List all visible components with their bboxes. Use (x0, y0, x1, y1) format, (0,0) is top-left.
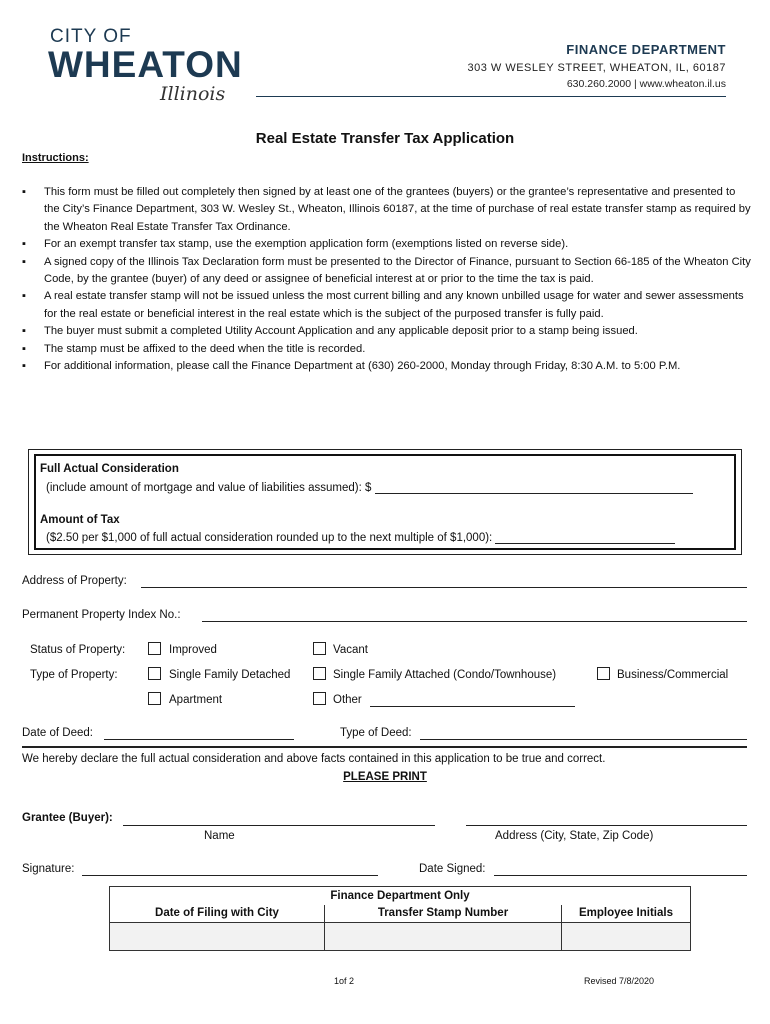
type-sfd-label: Single Family Detached (169, 669, 291, 681)
header-rule (256, 96, 726, 97)
grantee-name-caption: Name (204, 830, 235, 842)
col-date-filing: Date of Filing with City (110, 905, 325, 923)
tax-label: ($2.50 per $1,000 of full actual consideration rounded up to the next multiple of $1,000): (46, 532, 493, 544)
date-signed-label: Date Signed: (419, 863, 486, 875)
instruction-item: ▪ The buyer must submit a completed Utility Account Application and any applicable deposit prior to a stamp being issued. (22, 323, 752, 340)
signature-field[interactable] (82, 875, 378, 876)
status-improved-label: Improved (169, 644, 217, 656)
instruction-item: ▪ For an exempt transfer tax stamp, use the exemption application form (exemptions listed on reverse side). (22, 236, 752, 253)
declaration-text: We hereby declare the full actual consideration and above facts contained in this application to be true and correct. (22, 753, 606, 765)
type-sfa-checkbox[interactable] (313, 667, 326, 680)
tax-amount-field[interactable] (495, 531, 675, 544)
logo-city-of: CITY OF (50, 26, 132, 47)
address-field[interactable] (141, 587, 747, 588)
consideration-heading: Full Actual Consideration (40, 463, 179, 475)
grantee-address-field[interactable] (466, 825, 747, 826)
status-vacant-checkbox[interactable] (313, 642, 326, 655)
col-employee-initials: Employee Initials (562, 905, 691, 923)
form-title: Real Estate Transfer Tax Application (255, 130, 515, 147)
pin-label: Permanent Property Index No.: (22, 609, 181, 621)
type-deed-label: Type of Deed: (340, 727, 412, 739)
instruction-item: ▪ A signed copy of the Illinois Tax Declaration form must be presented to the Director of Finance, pursuant to Section 66-185 of the Wheaton City Code, by the grantee (buyer) of any deed or assignee of beneficial interest at or prior to the time the tax is paid. (22, 255, 751, 286)
type-sfd-checkbox[interactable] (148, 667, 161, 680)
cell-employee-initials[interactable] (562, 923, 691, 951)
type-apartment-checkbox[interactable] (148, 692, 161, 705)
date-signed-field[interactable] (494, 875, 747, 876)
bullet-icon: ▪ (22, 342, 26, 355)
instruction-item: ▪ This form must be filled out completely then signed by at least one of the grantees (buyers) or the grantee’s representative and presented to the City’s Finance Department, 303 W. Wesley St., Wheaton, Illinois 60187, at the time of purchase of real estate transfer stamp as required by the Wheaton Real Estate Transfer Tax Ordinance. (22, 186, 751, 233)
consideration-label: (include amount of mortgage and value of liabilities assumed): $ (46, 482, 372, 494)
bullet-icon: ▪ (22, 325, 26, 338)
logo-illinois: Illinois (160, 83, 226, 105)
page-number: 1of 2 (334, 976, 355, 986)
type-apartment-label: Apartment (169, 694, 223, 706)
bullet-icon: ▪ (22, 186, 26, 198)
logo-wheaton: WHEATON (48, 44, 243, 85)
type-business-label: Business/Commercial (617, 669, 729, 681)
department-contact: 630.260.2000 | www.wheaton.il.us (566, 78, 726, 90)
consideration-row (46, 481, 693, 494)
consideration-amount-field[interactable] (375, 481, 693, 494)
tax-heading: Amount of Tax (40, 514, 120, 526)
bullet-icon: ▪ (22, 360, 26, 373)
cell-date-filing[interactable] (110, 923, 325, 951)
pin-field[interactable] (202, 621, 747, 622)
section-divider (22, 746, 747, 748)
grantee-address-caption: Address (City, State, Zip Code) (495, 830, 654, 842)
type-label: Type of Property: (30, 669, 118, 681)
revised-date: Revised 7/8/2020 (584, 976, 655, 986)
status-label: Status of Property: (30, 644, 126, 656)
date-deed-field[interactable] (104, 739, 294, 740)
type-other-checkbox[interactable] (313, 692, 326, 705)
instruction-item: ▪ For additional information, please call the Finance Department at (630) 260-2000, Monday through Friday, 8:30 A.M. to 5:00 P.M. (22, 358, 752, 375)
type-other-field[interactable] (370, 706, 575, 707)
tax-row (46, 531, 675, 544)
office-use-title: Finance Department Only (110, 887, 691, 905)
cell-stamp-number[interactable] (325, 923, 562, 951)
status-vacant-label: Vacant (333, 644, 368, 656)
department-address: 303 W WESLEY STREET, WHEATON, IL, 60187 (467, 62, 726, 74)
please-print: PLEASE PRINT (343, 771, 427, 783)
grantee-label: Grantee (Buyer): (22, 812, 113, 824)
address-label: Address of Property: (22, 575, 127, 587)
date-deed-label: Date of Deed: (22, 727, 93, 739)
status-improved-checkbox[interactable] (148, 642, 161, 655)
bullet-icon: ▪ (22, 255, 26, 268)
col-stamp-number: Transfer Stamp Number (325, 905, 562, 923)
type-other-label: Other (333, 694, 362, 706)
office-use-table (109, 886, 691, 951)
instruction-item: ▪ The stamp must be affixed to the deed when the title is recorded. (22, 341, 752, 358)
type-business-checkbox[interactable] (597, 667, 610, 680)
signature-label: Signature: (22, 863, 75, 875)
grantee-name-field[interactable] (123, 825, 435, 826)
bullet-icon: ▪ (22, 290, 26, 303)
instruction-item: ▪ A real estate transfer stamp will not be issued unless the most current billing and any known unbilled usage for water and sewer assessments for the real estate or beneficial interest in the real estate which is the subject of the purposed transfer is fully paid. (22, 290, 744, 320)
instructions-heading: Instructions: (22, 152, 89, 164)
instructions-list (22, 184, 752, 375)
bullet-icon: ▪ (22, 238, 26, 251)
department-name: FINANCE DEPARTMENT (566, 42, 726, 57)
type-sfa-label: Single Family Attached (Condo/Townhouse) (333, 669, 557, 681)
type-deed-field[interactable] (420, 739, 747, 740)
